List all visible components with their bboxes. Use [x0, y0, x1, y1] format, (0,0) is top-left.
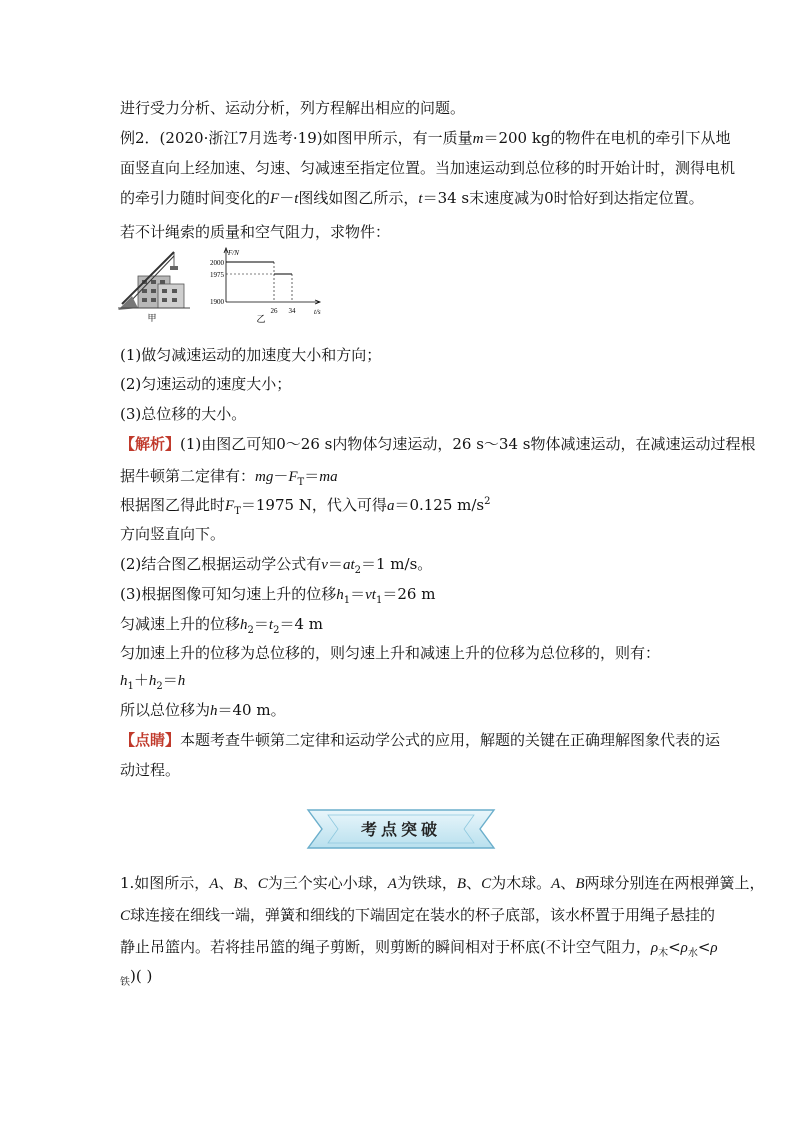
op: －	[273, 467, 289, 485]
var-A: A	[387, 876, 397, 892]
var-F: F	[288, 469, 298, 485]
var-h: h	[336, 587, 344, 603]
text: ＝1975 N，代入可得	[240, 496, 387, 514]
var-mg: mg	[255, 469, 274, 485]
problem-figure	[118, 244, 328, 324]
q1-line-3	[120, 937, 718, 958]
y-axis-label: F/N	[228, 249, 239, 257]
op: ＝	[350, 585, 366, 603]
y-tick-1975: 1975	[210, 271, 224, 279]
op: ＝	[253, 615, 269, 633]
solution-line-9	[120, 670, 185, 691]
q1-line-4	[120, 966, 152, 986]
comment-line-2: 动过程。	[120, 761, 181, 779]
solution-line-10	[120, 700, 286, 721]
var-B: B	[233, 876, 243, 892]
var-vt: vt	[365, 587, 376, 603]
op: ＝	[162, 671, 178, 689]
sep: 、	[560, 874, 576, 892]
comment-tag: 【点睛】	[120, 731, 181, 749]
solution-line-1	[120, 434, 755, 454]
subscript: 水	[687, 948, 698, 959]
op: <	[697, 938, 711, 956]
y-tick-2000: 2000	[210, 259, 224, 267]
solution-line-7	[120, 614, 323, 635]
var-C: C	[257, 876, 268, 892]
var-rho: ρ	[650, 940, 659, 956]
text: 据牛顿第二定律有：	[120, 467, 256, 485]
example-2-line-4: 若不计绳索的质量和空气阻力，求物件：	[120, 223, 391, 241]
figure-label-jia: 甲	[147, 313, 157, 323]
var-rho: ρ	[710, 940, 718, 956]
var-t: t	[418, 191, 423, 207]
var-A: A	[209, 876, 219, 892]
subscript: 木	[658, 948, 669, 959]
comment-line-1	[120, 730, 720, 750]
text: ＝1 m/s。	[360, 555, 433, 573]
text: 匀减速上升的位移	[120, 615, 241, 633]
text: 本题考查牛顿第二定律和运动学公式的应用，解题的关键在正确理解图象代表的运	[180, 731, 721, 749]
subscript: 2	[156, 681, 163, 692]
subscript: 铁	[120, 977, 130, 988]
solution-line-5	[120, 554, 432, 575]
q1-line-1	[120, 873, 765, 894]
example-2-line-1	[120, 128, 731, 149]
var-rho: ρ	[680, 940, 688, 956]
var-a: a	[386, 498, 395, 514]
text: ＝4 m	[279, 615, 323, 633]
figure-label-yi: 乙	[256, 314, 266, 324]
superscript: 2	[484, 496, 491, 507]
q1-line-2	[120, 905, 715, 926]
x-tick-34: 34	[288, 307, 296, 315]
question-1: (1)做匀减速运动的加速度大小和方向；	[120, 346, 382, 364]
subscript: T	[234, 506, 241, 517]
var-h: h	[120, 673, 128, 689]
var-h: h	[210, 703, 218, 719]
x-tick-26: 26	[270, 307, 278, 315]
force-time-graph	[210, 248, 321, 316]
text: 两球分别连在两根弹簧上，	[584, 874, 765, 892]
text: 根据图乙得此时	[120, 496, 226, 514]
var-C: C	[481, 876, 492, 892]
text: ＝26 m	[382, 585, 436, 603]
subscript: 1	[343, 595, 351, 606]
section-banner	[306, 806, 496, 852]
subscript: 2	[247, 625, 254, 636]
text: 的牵引力随时间变化的	[120, 189, 271, 207]
question-3: (3)总位移的大小。	[120, 405, 247, 423]
var-t: t	[268, 617, 274, 633]
intro-line: 进行受力分析、运动分析，列方程解出相应的问题。	[120, 99, 466, 117]
var-h: h	[148, 673, 157, 689]
var-F: F	[225, 498, 235, 514]
var-t: t	[294, 191, 299, 207]
op: ＋	[133, 671, 149, 689]
text: 为木球。	[491, 874, 552, 892]
subscript: 1	[127, 681, 134, 692]
var-m: m	[472, 131, 484, 147]
example-2-line-3	[120, 188, 704, 209]
text: 图线如图乙所示，	[298, 189, 419, 207]
text: ＝34 s末速度减为0时恰好到达指定位置。	[422, 189, 704, 207]
op: <	[668, 938, 681, 956]
text: 1.如图所示，	[120, 874, 210, 892]
var-h: h	[240, 617, 248, 633]
solution-line-6	[120, 584, 435, 605]
text: 所以总位移为	[120, 701, 211, 719]
text: ＝40 m。	[217, 701, 286, 719]
subscript: 2	[354, 565, 361, 576]
text: 例2．(2020·浙江7月选考·19)如图甲所示，有一质量	[120, 129, 473, 147]
var-v: v	[321, 557, 328, 573]
text: ＝0.125 m/s	[394, 496, 485, 514]
subscript: 1	[375, 595, 383, 606]
text: (2)结合图乙根据运动学公式有	[120, 555, 322, 573]
sep: 、	[242, 874, 258, 892]
text: 球连接在细线一端，弹簧和细线的下端固定在装水的杯子底部，该水杯置于用绳子悬挂的	[130, 906, 716, 924]
text: ＝200 kg的物件在电机的牵引下从地	[483, 129, 731, 147]
solution-tag: 【解析】	[120, 435, 181, 453]
sep: 、	[218, 874, 234, 892]
example-2-line-2: 面竖直向上经加速、匀速、匀减速至指定位置。当加速运动到总位移的时开始计时，测得电机	[120, 159, 736, 177]
sep: 、	[466, 874, 482, 892]
banner-title: 考点突破	[360, 820, 442, 839]
solution-line-8: 匀加速上升的位移为总位移的，则匀速上升和减速上升的位移为总位移的，则有：	[120, 644, 661, 662]
var-A: A	[551, 876, 561, 892]
text: 为三个实心小球，	[267, 874, 388, 892]
op: ＝	[304, 467, 320, 485]
var-B: B	[575, 876, 585, 892]
solution-line-4: 方向竖直向下。	[120, 525, 226, 543]
var-at: at	[342, 557, 355, 573]
text: (3)根据图像可知匀速上升的位移	[120, 585, 337, 603]
var-ma: ma	[319, 469, 338, 485]
text: (1)由图乙可知0～26 s内物体匀速运动，26 s～34 s物体减速运动，在减速运动过程根	[180, 435, 756, 453]
solution-line-3	[120, 495, 491, 516]
subscript: 2	[273, 625, 280, 636]
building-crane-photo	[118, 252, 190, 310]
answer-blank: )( )	[130, 967, 153, 985]
subscript: T	[297, 477, 305, 488]
text: 静止吊篮内。若将挂吊篮的绳子剪断，则剪断的瞬间相对于杯底(不计空气阻力，	[120, 938, 651, 956]
dash: －	[279, 189, 295, 207]
var-B: B	[456, 876, 467, 892]
op: ＝	[327, 555, 343, 573]
var-h: h	[177, 673, 186, 689]
question-2: (2)匀速运动的速度大小；	[120, 375, 292, 393]
var-C: C	[120, 908, 131, 924]
solution-line-2	[120, 466, 338, 487]
text: 为铁球，	[396, 874, 457, 892]
y-tick-1900: 1900	[210, 298, 224, 306]
var-F: F	[270, 191, 280, 207]
x-axis-label: t/s	[314, 308, 321, 316]
